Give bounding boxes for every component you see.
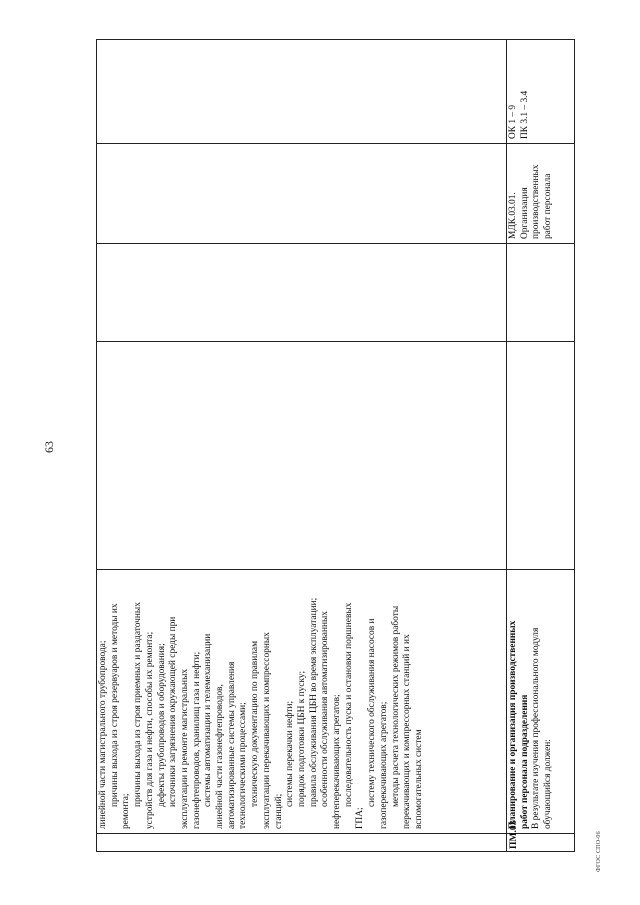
- content-line: линейной части магистрального трубопровода;: [98, 640, 108, 829]
- content-line: линейной части газонефтепроводов,: [215, 684, 226, 829]
- content-line: эксплуатации и ремонте магистральных: [179, 668, 190, 829]
- content-line: методы расчета технологических режимов работы: [390, 605, 401, 807]
- content-line: эксплуатации перекачивающих и компрессорных: [261, 632, 272, 829]
- competency-cell-empty: [97, 40, 507, 144]
- content-line: дефекты трубопроводов и оборудования;: [156, 643, 167, 807]
- code-cell-empty: [97, 834, 507, 852]
- content-line: системы перекачки нефти;: [285, 700, 296, 807]
- hours-cell-1: [97, 342, 507, 570]
- content-line: ГПА;: [355, 807, 366, 829]
- table-row-continuation: [97, 40, 507, 852]
- competency-cell: [507, 40, 575, 144]
- mdk-line: производственных: [531, 164, 542, 239]
- content-line: станций;: [273, 793, 284, 829]
- content-line: газонефтепроводов, хранилищ газа и нефти;: [191, 651, 202, 829]
- footer-document-code: ФГОС СПО-06: [596, 831, 602, 872]
- content-line: автоматизированные системы управления: [226, 661, 237, 829]
- hours-cell-4: [507, 244, 575, 342]
- content-line: системы автоматизации и телемеханизации: [203, 633, 214, 807]
- content-line: причины выхода из строя приемных и раздаточных: [133, 602, 144, 807]
- competency-lines: [507, 40, 532, 143]
- content-line: ремонта;: [121, 793, 132, 829]
- content-line: технологическими процессами;: [238, 702, 249, 829]
- mdk-line: Организация: [519, 187, 530, 239]
- module-code: ПМ.03: [508, 820, 519, 849]
- module-description-cell: [507, 570, 575, 834]
- mdk-line: МДК.03.01.: [508, 192, 518, 239]
- hours-cell-3: [507, 342, 575, 570]
- content-line: газоперекачивающих агрегатов;: [378, 701, 389, 829]
- content-line: техническую документацию по правилам: [250, 640, 261, 807]
- mdk-lines: [507, 144, 556, 243]
- page-number: 63: [42, 441, 56, 453]
- competency-line: ОК 1 – 9: [508, 104, 518, 139]
- table-row-module: [507, 40, 575, 852]
- curriculum-table: [96, 39, 575, 852]
- content-line: вспомогательных систем: [413, 729, 424, 829]
- hours-cell-2: [97, 244, 507, 342]
- module-description-line: В результате изучения профессионального модуля: [531, 627, 542, 829]
- content-line: причины выхода из строя резервуаров и методы их: [109, 603, 120, 807]
- content-cell: [97, 570, 507, 834]
- content-lines: [97, 570, 427, 833]
- module-description-line: обучающийся должен:: [543, 739, 554, 829]
- module-code-cell: [507, 820, 575, 852]
- content-line: правила обслуживания ЦБН во время эксплуатации;: [308, 597, 319, 807]
- mdk-cell-empty: [97, 144, 507, 244]
- content-line: перекачивающих и компрессорных станций и их: [402, 634, 413, 829]
- content-line: источники загрязнения окружающей среды при: [168, 616, 179, 807]
- content-line: особенности обслуживания автоматизированных: [320, 611, 331, 807]
- content-line: последовательность пуска и остановки поршневых: [343, 602, 354, 807]
- content-line: систему технического обслуживания насосов и: [367, 618, 378, 807]
- module-title-line: Планирование и организация производственных: [508, 620, 518, 829]
- module-title-line: работ персонала подразделения: [519, 694, 530, 829]
- competency-line: ПК 3.1 – 3.4: [519, 90, 530, 139]
- content-line: порядок подготовки ЦБН к пуску;: [296, 670, 307, 807]
- mdk-cell: [507, 144, 575, 244]
- mdk-line: работ персонала: [543, 173, 554, 239]
- content-line: нефтеперекачивающих агрегатов;: [332, 694, 343, 829]
- module-description: [507, 570, 556, 833]
- content-line: устройств для газа и нефти, способы их ремонта;: [144, 631, 155, 829]
